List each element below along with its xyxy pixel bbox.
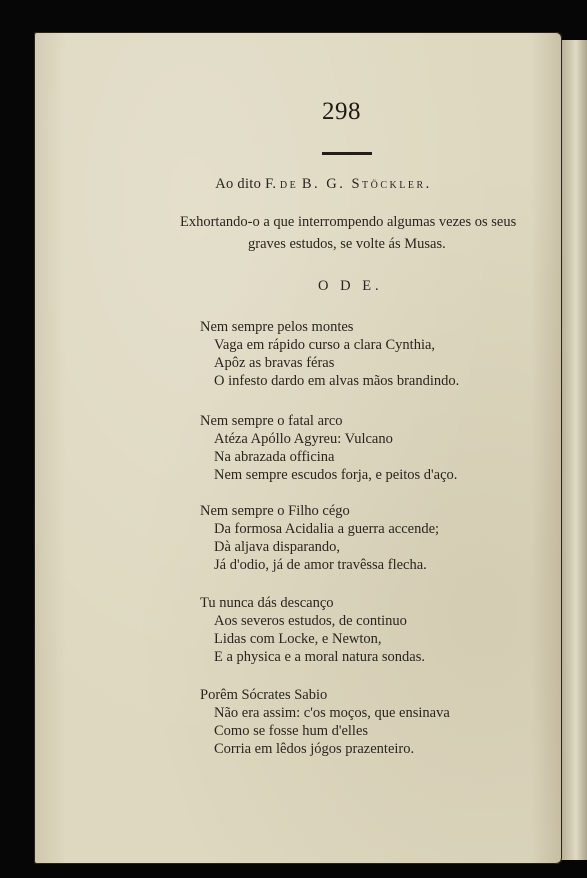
stanza-5 <box>200 686 450 758</box>
verse-line: Nem sempre pelos montes <box>200 319 354 335</box>
verse-line: E a physica e a moral natura sondas. <box>214 649 425 665</box>
poem-title: O D E. <box>318 278 383 294</box>
verse-line: Dà aljava disparando, <box>214 539 341 555</box>
verse-line: Atéza Apóllo Agyreu: Vulcano <box>214 431 393 447</box>
verse-line: Nem sempre o fatal arco <box>200 413 343 429</box>
dedication-de: de <box>279 176 299 192</box>
stanza-3 <box>200 502 439 574</box>
dedication-subtitle-line-2: graves estudos, se volte ás Musas. <box>248 236 446 252</box>
verse-line: Da formosa Acidalia a guerra accende; <box>214 521 440 537</box>
dedication-prefix: Ao dito F. <box>215 176 277 192</box>
stanza-2 <box>200 412 457 484</box>
verse-line: Na abrazada officina <box>214 449 335 465</box>
verse-line: Nem sempre o Filho cégo <box>200 503 350 519</box>
verse-line: Como se fosse hum d'elles <box>214 723 369 739</box>
verse-line: Lidas com Locke, e Newton, <box>214 631 382 647</box>
stanza-4 <box>200 594 425 666</box>
dedication-name: B. G. Stöckler. <box>301 176 432 192</box>
verse-line: Tu nunca dás descanço <box>200 595 334 611</box>
poem-dedication <box>0 176 587 193</box>
page-number: 298 <box>322 98 361 125</box>
verse-line: Corria em lêdos jógos prazenteiro. <box>214 741 415 757</box>
header-rule <box>322 152 372 155</box>
verse-line: Nem sempre escudos forja, e peitos d'aço. <box>214 467 458 483</box>
verse-line: Já d'odio, já de amor travêssa flecha. <box>214 557 427 573</box>
verse-line: O infesto dardo em alvas mãos brandindo. <box>214 373 460 389</box>
verse-line: Não era assim: c'os moços, que ensinava <box>214 705 450 721</box>
stanza-1 <box>200 318 459 390</box>
dedication-subtitle-line-1: Exhortando-o a que interrompendo algumas vezes os seus <box>180 214 517 230</box>
verse-line: Aos severos estudos, de continuo <box>214 613 407 629</box>
verse-line: Apôz as bravas féras <box>214 355 335 371</box>
verse-line: Vaga em rápido curso a clara Cynthia, <box>214 337 436 353</box>
verse-line: Porêm Sócrates Sabio <box>200 687 328 703</box>
